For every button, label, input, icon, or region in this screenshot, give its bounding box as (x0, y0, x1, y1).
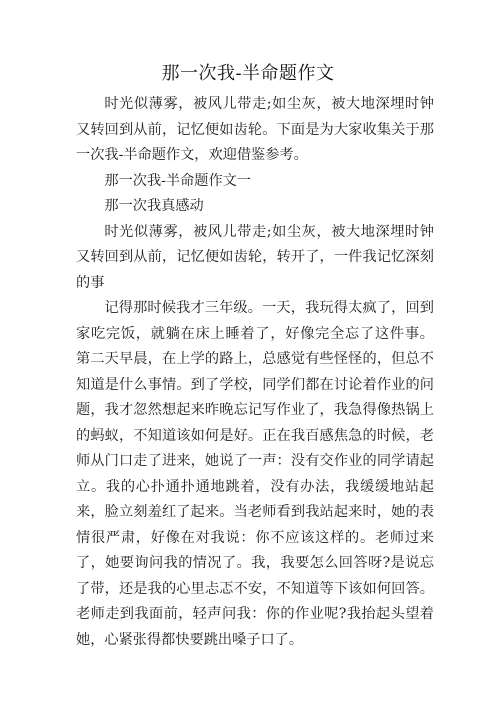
essay-paragraph-2: 记得那时候我才三年级。一天，我玩得太疯了，回到家吃完饭，就躺在床上睡着了，好像完全忘了这件事。 第二天早晨，在上学的路上，总感觉有些怪怪的，但总不知道是什么事情。到了学校，同学们都在讨论着作业的问题，我才忽然想起来昨晚忘记写作业了，我急得像热锅上的蚂蚁，不知道该如何是好。正在我百感焦急的时候，老师从门口走了进来，她说了一声：没有交作业的同学请起立。我的心扑通扑通地跳着，没有办法，我缓缓地站起来，脸立刻羞红了起来。当老师看到我站起来时，她的表情很严肃，好像在对我说：你不应该这样的。老师过来了，她要询问我的情况了。我，我要怎么回答呀?是说忘了带，还是我的心里忐忑不安，不知道等下该如何回答。老师走到我面前，轻声问我：你的作业呢?我抬起头望着她，心紧张得都快要跳出嗓子口了。 (76, 300, 434, 648)
document-title: 那一次我-半命题作文 (161, 63, 335, 84)
essay-title: 那一次我真感动 (104, 198, 204, 214)
document-body (76, 92, 434, 653)
essay-paragraph-1: 时光似薄雾，被风儿带走;如尘灰，被大地深埋时钟又转回到从前，记忆便如齿轮，转开了，一件我记忆深刻的事 (76, 223, 434, 291)
section-heading: 那一次我-半命题作文一 (104, 172, 252, 189)
intro-paragraph: 时光似薄雾，被风儿带走;如尘灰，被大地深埋时钟又转回到从前，记忆便如齿轮。下面是为大家收集关于那一次我-半命题作文，欢迎借鉴参考。 (76, 96, 434, 163)
